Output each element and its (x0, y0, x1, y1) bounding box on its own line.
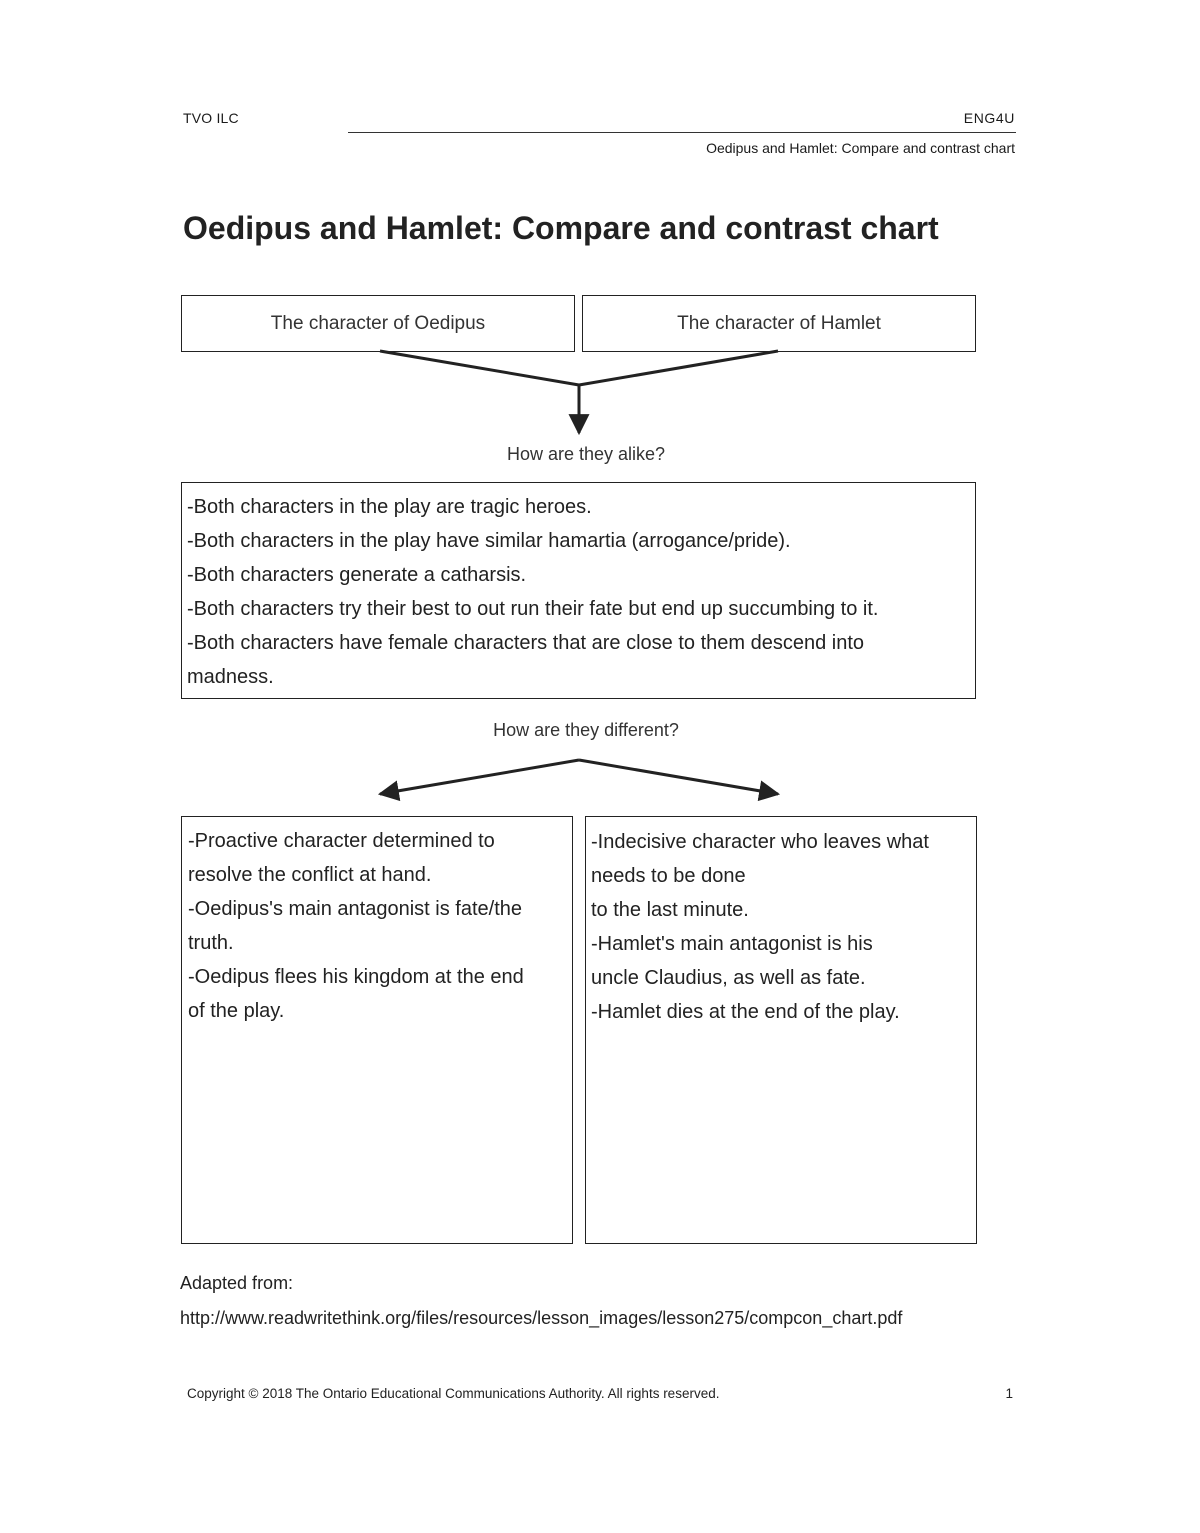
oedipus-difference-line: truth. (188, 932, 234, 954)
page-number: 1 (1005, 1386, 1013, 1401)
source-url[interactable]: http://www.readwritethink.org/files/resources/lesson_images/lesson275/compcon_chart.pdf (180, 1308, 903, 1328)
hamlet-difference-line: uncle Claudius, as well as fate. (591, 967, 866, 989)
alike-line: -Both characters generate a catharsis. (187, 564, 527, 586)
hamlet-differences-box (585, 816, 977, 1244)
hamlet-difference-line: to the last minute. (591, 899, 749, 921)
oedipus-difference-line: resolve the conflict at hand. (188, 864, 432, 886)
page-title: Oedipus and Hamlet: Compare and contrast chart (183, 210, 939, 246)
adapted-from-label: Adapted from: (180, 1273, 294, 1293)
split-arrow-left (380, 760, 579, 794)
oedipus-difference-line: of the play. (188, 1000, 285, 1022)
alike-line: -Both characters have female characters that are close to them descend into (187, 632, 865, 654)
hamlet-difference-line: -Hamlet dies at the end of the play. (591, 1001, 900, 1023)
oedipus-difference-line: -Proactive character determined to (188, 830, 495, 852)
header-subtitle: Oedipus and Hamlet: Compare and contrast chart (706, 140, 1015, 156)
hamlet-difference-line: -Indecisive character who leaves what (591, 831, 929, 853)
alike-box (181, 482, 976, 699)
alike-line: -Both characters try their best to out run their fate but end up succumbing to it. (187, 598, 879, 620)
hamlet-character-label: The character of Hamlet (677, 312, 881, 334)
oedipus-character-label: The character of Oedipus (270, 312, 486, 334)
alike-line: -Both characters in the play have similar hamartia (arrogance/pride). (187, 530, 791, 552)
oedipus-difference-line: -Oedipus's main antagonist is fate/the (188, 898, 523, 920)
header-org: TVO ILC (183, 110, 239, 126)
different-question: How are they different? (493, 720, 679, 740)
split-arrow-right (579, 760, 778, 794)
merge-line-left (380, 351, 579, 385)
oedipus-difference-line: -Oedipus flees his kingdom at the end (188, 966, 524, 988)
merge-line-right (579, 351, 778, 385)
hamlet-difference-line: needs to be done (591, 865, 746, 887)
footer-copyright: Copyright © 2018 The Ontario Educational Communications Authority. All rights reserved. (187, 1386, 720, 1401)
alike-line: madness. (187, 666, 274, 688)
oedipus-differences-box (181, 816, 573, 1244)
alike-question: How are they alike? (506, 444, 666, 464)
header-course: ENG4U (963, 110, 1015, 126)
alike-line: -Both characters in the play are tragic heroes. (187, 496, 592, 518)
hamlet-difference-line: -Hamlet's main antagonist is his (591, 933, 873, 955)
